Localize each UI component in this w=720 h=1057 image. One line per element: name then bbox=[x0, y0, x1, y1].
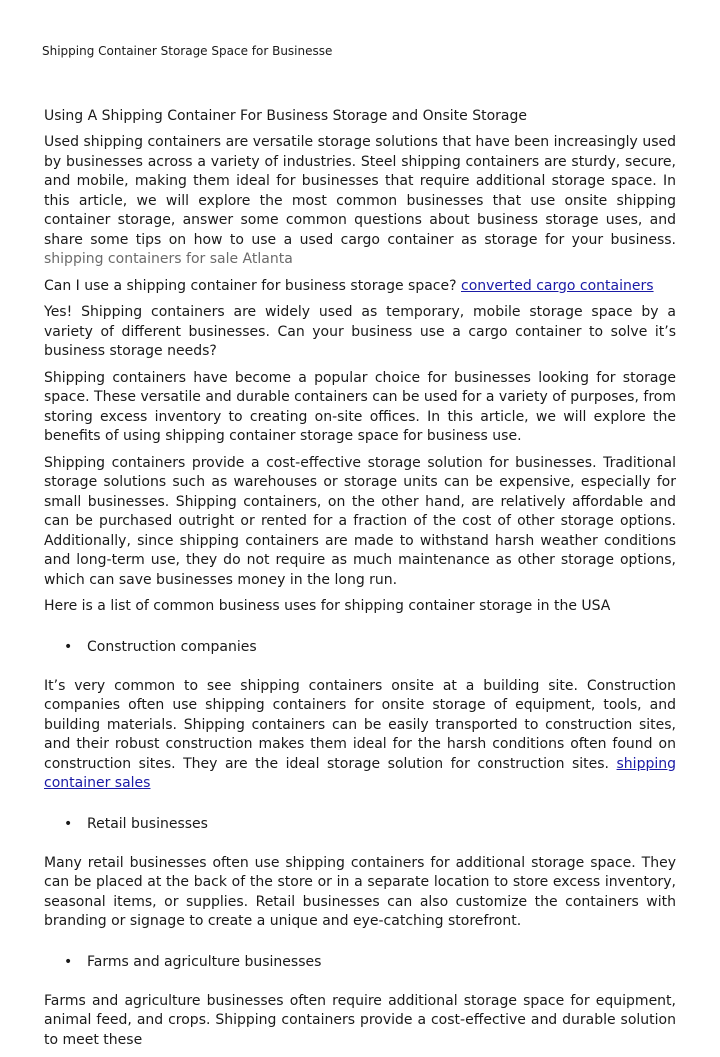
answer-paragraph: Yes! Shipping containers are widely used as temporary, mobile storage space by a variety of different businesses. Can your business use a cargo container to solve it’s business storage needs? bbox=[44, 304, 676, 359]
uses-list-retail bbox=[44, 814, 676, 834]
uses-list-farms bbox=[44, 952, 676, 972]
page-header: Shipping Container Storage Space for Businesse bbox=[42, 44, 333, 58]
document-body bbox=[44, 106, 676, 1057]
bullet-glyph: • bbox=[64, 638, 73, 655]
farms-paragraph: Farms and agriculture businesses often require additional storage space for equipment, animal feed, and crops. Shipping containers provide a cost-effective and durable solution to meet these bbox=[44, 992, 676, 1048]
list-item-label: Construction companies bbox=[87, 638, 257, 655]
bullet-glyph: • bbox=[64, 953, 73, 970]
section-heading: Using A Shipping Container For Business Storage and Onsite Storage bbox=[44, 108, 527, 124]
list-item-farms bbox=[44, 952, 676, 972]
intro-text: Used shipping containers are versatile storage solutions that have been increasingly used by businesses across a variety of industries. Steel shipping containers are sturdy, secure, and mobile, making them ideal for businesses that require additional storage space. In this article, we will explore the most common businesses that use onsite shipping container storage, answer some common questions about business storage uses, and share some tips on how to use a used cargo container as storage for your business. bbox=[44, 134, 676, 248]
list-item-label: Farms and agriculture businesses bbox=[87, 953, 322, 970]
construction-text: It’s very common to see shipping containers onsite at a building site. Construction companies often use shipping containers for onsite storage of equipment, tools, and building materials. Shipping containers can be easily transported to construction sites, and their robust construction makes them ideal for the harsh conditions often found on construction sites. They are the ideal storage solution for construction sites. bbox=[44, 677, 676, 772]
list-item-retail bbox=[44, 814, 676, 834]
question-paragraph bbox=[44, 277, 676, 297]
retail-paragraph: Many retail businesses often use shipping containers for additional storage space. They can be placed at the back of the store or in a separate location to store excess inventory, seasonal items, or supplies. Retail businesses can also customize the containers with branding or signage to create a unique and eye-catching storefront. bbox=[44, 854, 676, 929]
container-sales-link[interactable]: shipping container sales bbox=[44, 755, 676, 791]
converted-containers-link[interactable]: converted cargo containers bbox=[461, 277, 654, 294]
list-item-label: Retail businesses bbox=[87, 815, 208, 832]
list-intro-paragraph: Here is a list of common business uses for shipping container storage in the USA bbox=[44, 598, 611, 614]
uses-list bbox=[44, 637, 676, 657]
bullet-glyph: • bbox=[64, 815, 73, 832]
construction-paragraph bbox=[44, 677, 676, 794]
atlanta-link[interactable]: shipping containers for sale Atlanta bbox=[44, 251, 293, 267]
popularity-paragraph: Shipping containers have become a popular choice for businesses looking for storage space. These versatile and durable containers can be used for a variety of purposes, from storing excess inventory to creating on-site offices. In this article, we will explore the benefits of using shipping container storage space for business use. bbox=[44, 369, 676, 444]
intro-paragraph bbox=[44, 133, 676, 270]
question-text: Can I use a shipping container for business storage space? bbox=[44, 277, 457, 294]
cost-paragraph: Shipping containers provide a cost-effective storage solution for businesses. Traditional storage solutions such as warehouses or storage units can be expensive, especially for small businesses. Shipping containers, on the other hand, are relatively affordable and can be purchased outright or rented for a fraction of the cost of other storage options. Additionally, since shipping containers are made to withstand harsh weather conditions and long-term use, they do not require as much maintenance as other storage options, which can save businesses money in the long run. bbox=[44, 454, 676, 588]
list-item-construction bbox=[44, 637, 676, 657]
